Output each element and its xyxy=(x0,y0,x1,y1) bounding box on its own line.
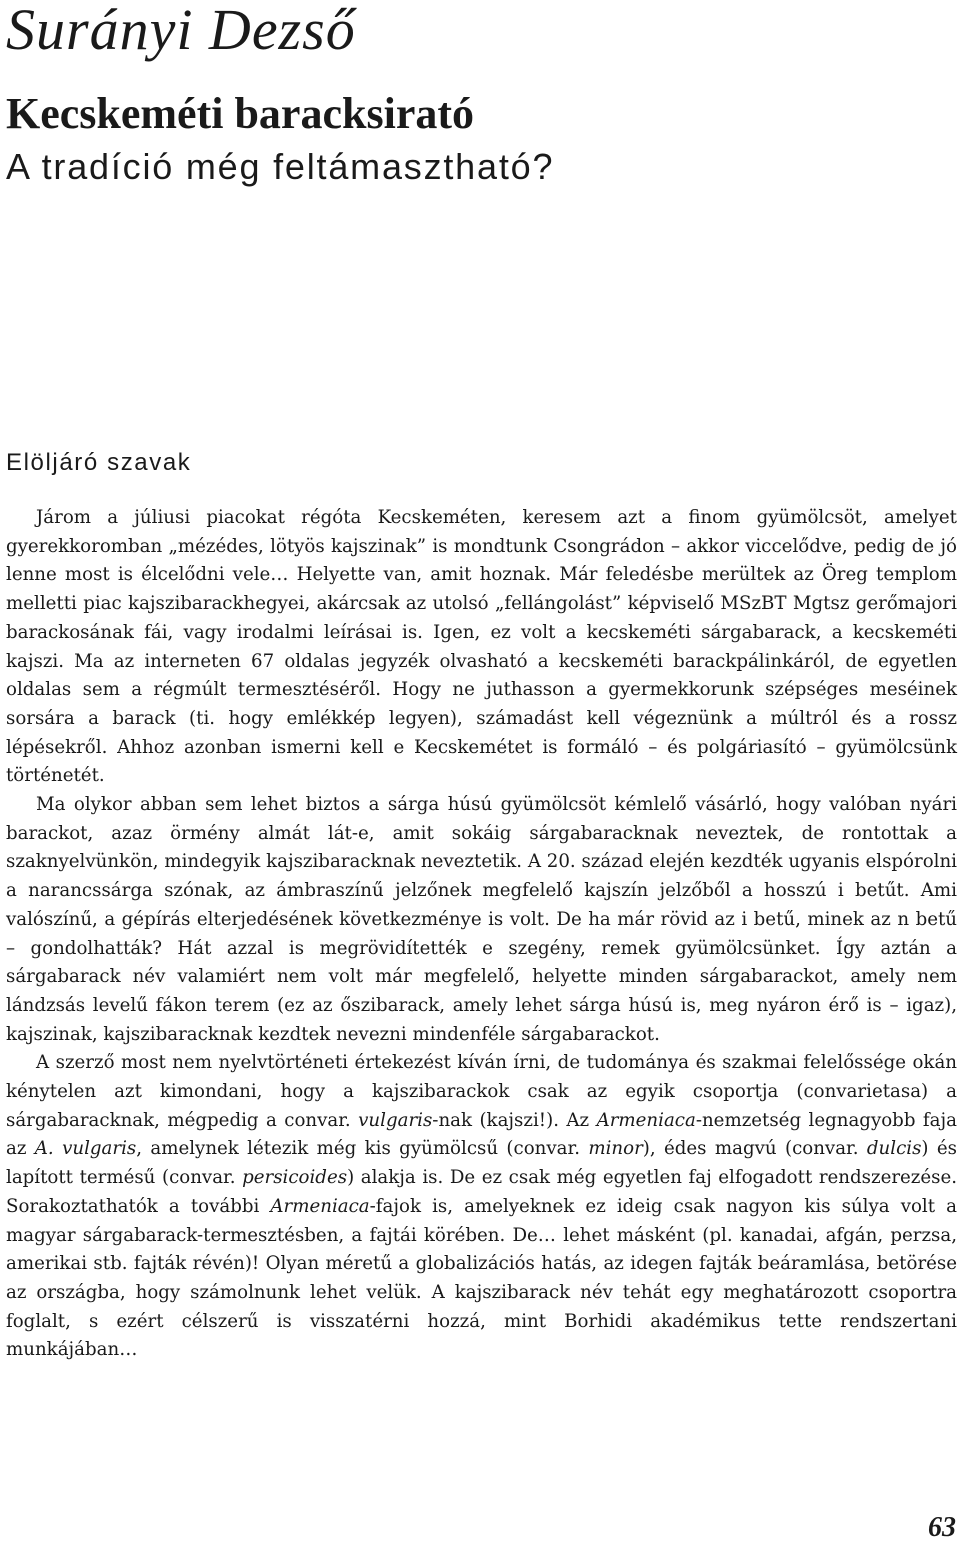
article-body xyxy=(6,504,957,1365)
italic-term: A. vulgaris xyxy=(34,1138,137,1160)
paragraph-1: Járom a júliusi piacokat régóta Kecskeméten, keresem azt a finom gyümölcsöt, amelyet gyerekkoromban „mézédes, lötyös kajszinak” is mondtunk Csongrádon – akkor viccelődve, pedig de jó lenne most is élcelődni vele… Helyette van, amit hoznak. Már feledésbe merültek az Öreg templom melletti piac kajszibarackhegyei, akárcsak az utolsó „fellángolást” képviselő MSzBT Mgtsz gerőmajori barackosának fái, vagy irodalmi leírásai is. Igen, ez volt a kecskeméti sárgabarack, a kecskeméti kajszi. Ma az interneten 67 oldalas jegyzék olvasható a kecskeméti barackpálinkáról, de egyetlen oldalas sem a régmúlt termesztéséről. Hogy ne juthasson a gyermekkorunk szépséges meséinek sorsára a barack (ti. hogy emlékkép legyen), számadást kell végeznünk a múltról és a rossz lépésekről. Ahhoz azonban ismerni kell e Kecskemétet is formáló – és polgáriasító – gyümölcsünk történetét. xyxy=(6,507,957,787)
article-title: Kecskeméti baracksirató xyxy=(6,89,474,138)
text-segment: A szerző most nem nyelvtörténeti értekezést kíván írni, de tudománya és szakmai felelőssége okán kénytelen azt kimondani, hogy a kajszibarackok csak az egyik csoportja (convarietasa) a sárgabaracknak, mégpedig a convar. xyxy=(6,1052,957,1131)
text-segment: , amelynek létezik még kis gyümölcsű (convar. xyxy=(136,1138,589,1160)
italic-term: Armeniaca xyxy=(596,1109,696,1131)
author-name: Surányi Dezső xyxy=(6,0,356,62)
paragraph-3 xyxy=(6,1049,957,1365)
article-subtitle: A tradíció még feltámasztható? xyxy=(6,146,555,187)
paragraph-2: Ma olykor abban sem lehet biztos a sárga húsú gyümölcsöt kémlelő vásárló, hogy valóban nyári barackot, azaz örmény almát lát-e, amit sokáig sárgabaracknak neveztek, de rontottak a szaknyelvünkön, mindegyik kajszibaracknak neveztetik. A 20. század elején kezdték ugyanis elspórolni a narancssárga szónak, az ámbraszínű jelzőnek megfelelő kajszín jelzőből a hosszú i betűt. Ami valószínű, a gépírás elterjedésének következménye is volt. De ha már rövid az i betű, minek az n betű – gondolhatták? Hát azzal is megrövidítették e szegény, remek gyümölcsünket. Így aztán a sárgabarack név valamiért nem volt már megfelelő, helyette minden sárgabarackot, amely nem lándzsás levelű fákon terem (ez az őszibarack, amely lehet sárga húsú is, meg nyáron érő is – igaz), kajszinak, kajszibaracknak kezdtek nevezni mindenféle sárgabarackot. xyxy=(6,794,957,1045)
italic-term: dulcis xyxy=(866,1138,922,1160)
page-number: 63 xyxy=(928,1512,956,1543)
text-segment: ), édes magvú (convar. xyxy=(642,1138,867,1160)
section-heading: Elöljáró szavak xyxy=(6,449,192,476)
text-segment: ) és lapított termésű (convar. xyxy=(6,1138,957,1189)
italic-term: minor xyxy=(588,1138,643,1160)
text-segment: -fajok is, amelyeknek ez ideig csak nagyon kis súlya volt a magyar sárgabarack-termesztésben, a fajtái körében. De… lehet másként (pl. kanadai, afgán, perzsa, amerikai stb. fajták révén)! Olyan méretű a globalizációs hatás, az idegen fajták beáramlása, betörése az országba, hogy számolnunk lehet velük. A kajszibarack név tehát egy meghatározott csoportra foglalt, s ezért célszerű is visszatérni hozzá, mint Borhidi akadémikus tette rendszertani munkájában… xyxy=(6,1195,957,1361)
text-segment: ) alakja is. De ez csak még egyetlen faj elfogadott rendszerezése. Sorakoztathatók a további xyxy=(6,1167,958,1217)
italic-term: persicoides xyxy=(242,1167,348,1189)
text-segment: -nemzetség legnagyobb faja az xyxy=(6,1109,957,1160)
italic-term: Armeniaca xyxy=(270,1195,370,1217)
text-segment: -nak (kajszi!). Az xyxy=(432,1109,597,1131)
italic-term: vulgaris xyxy=(358,1109,433,1131)
